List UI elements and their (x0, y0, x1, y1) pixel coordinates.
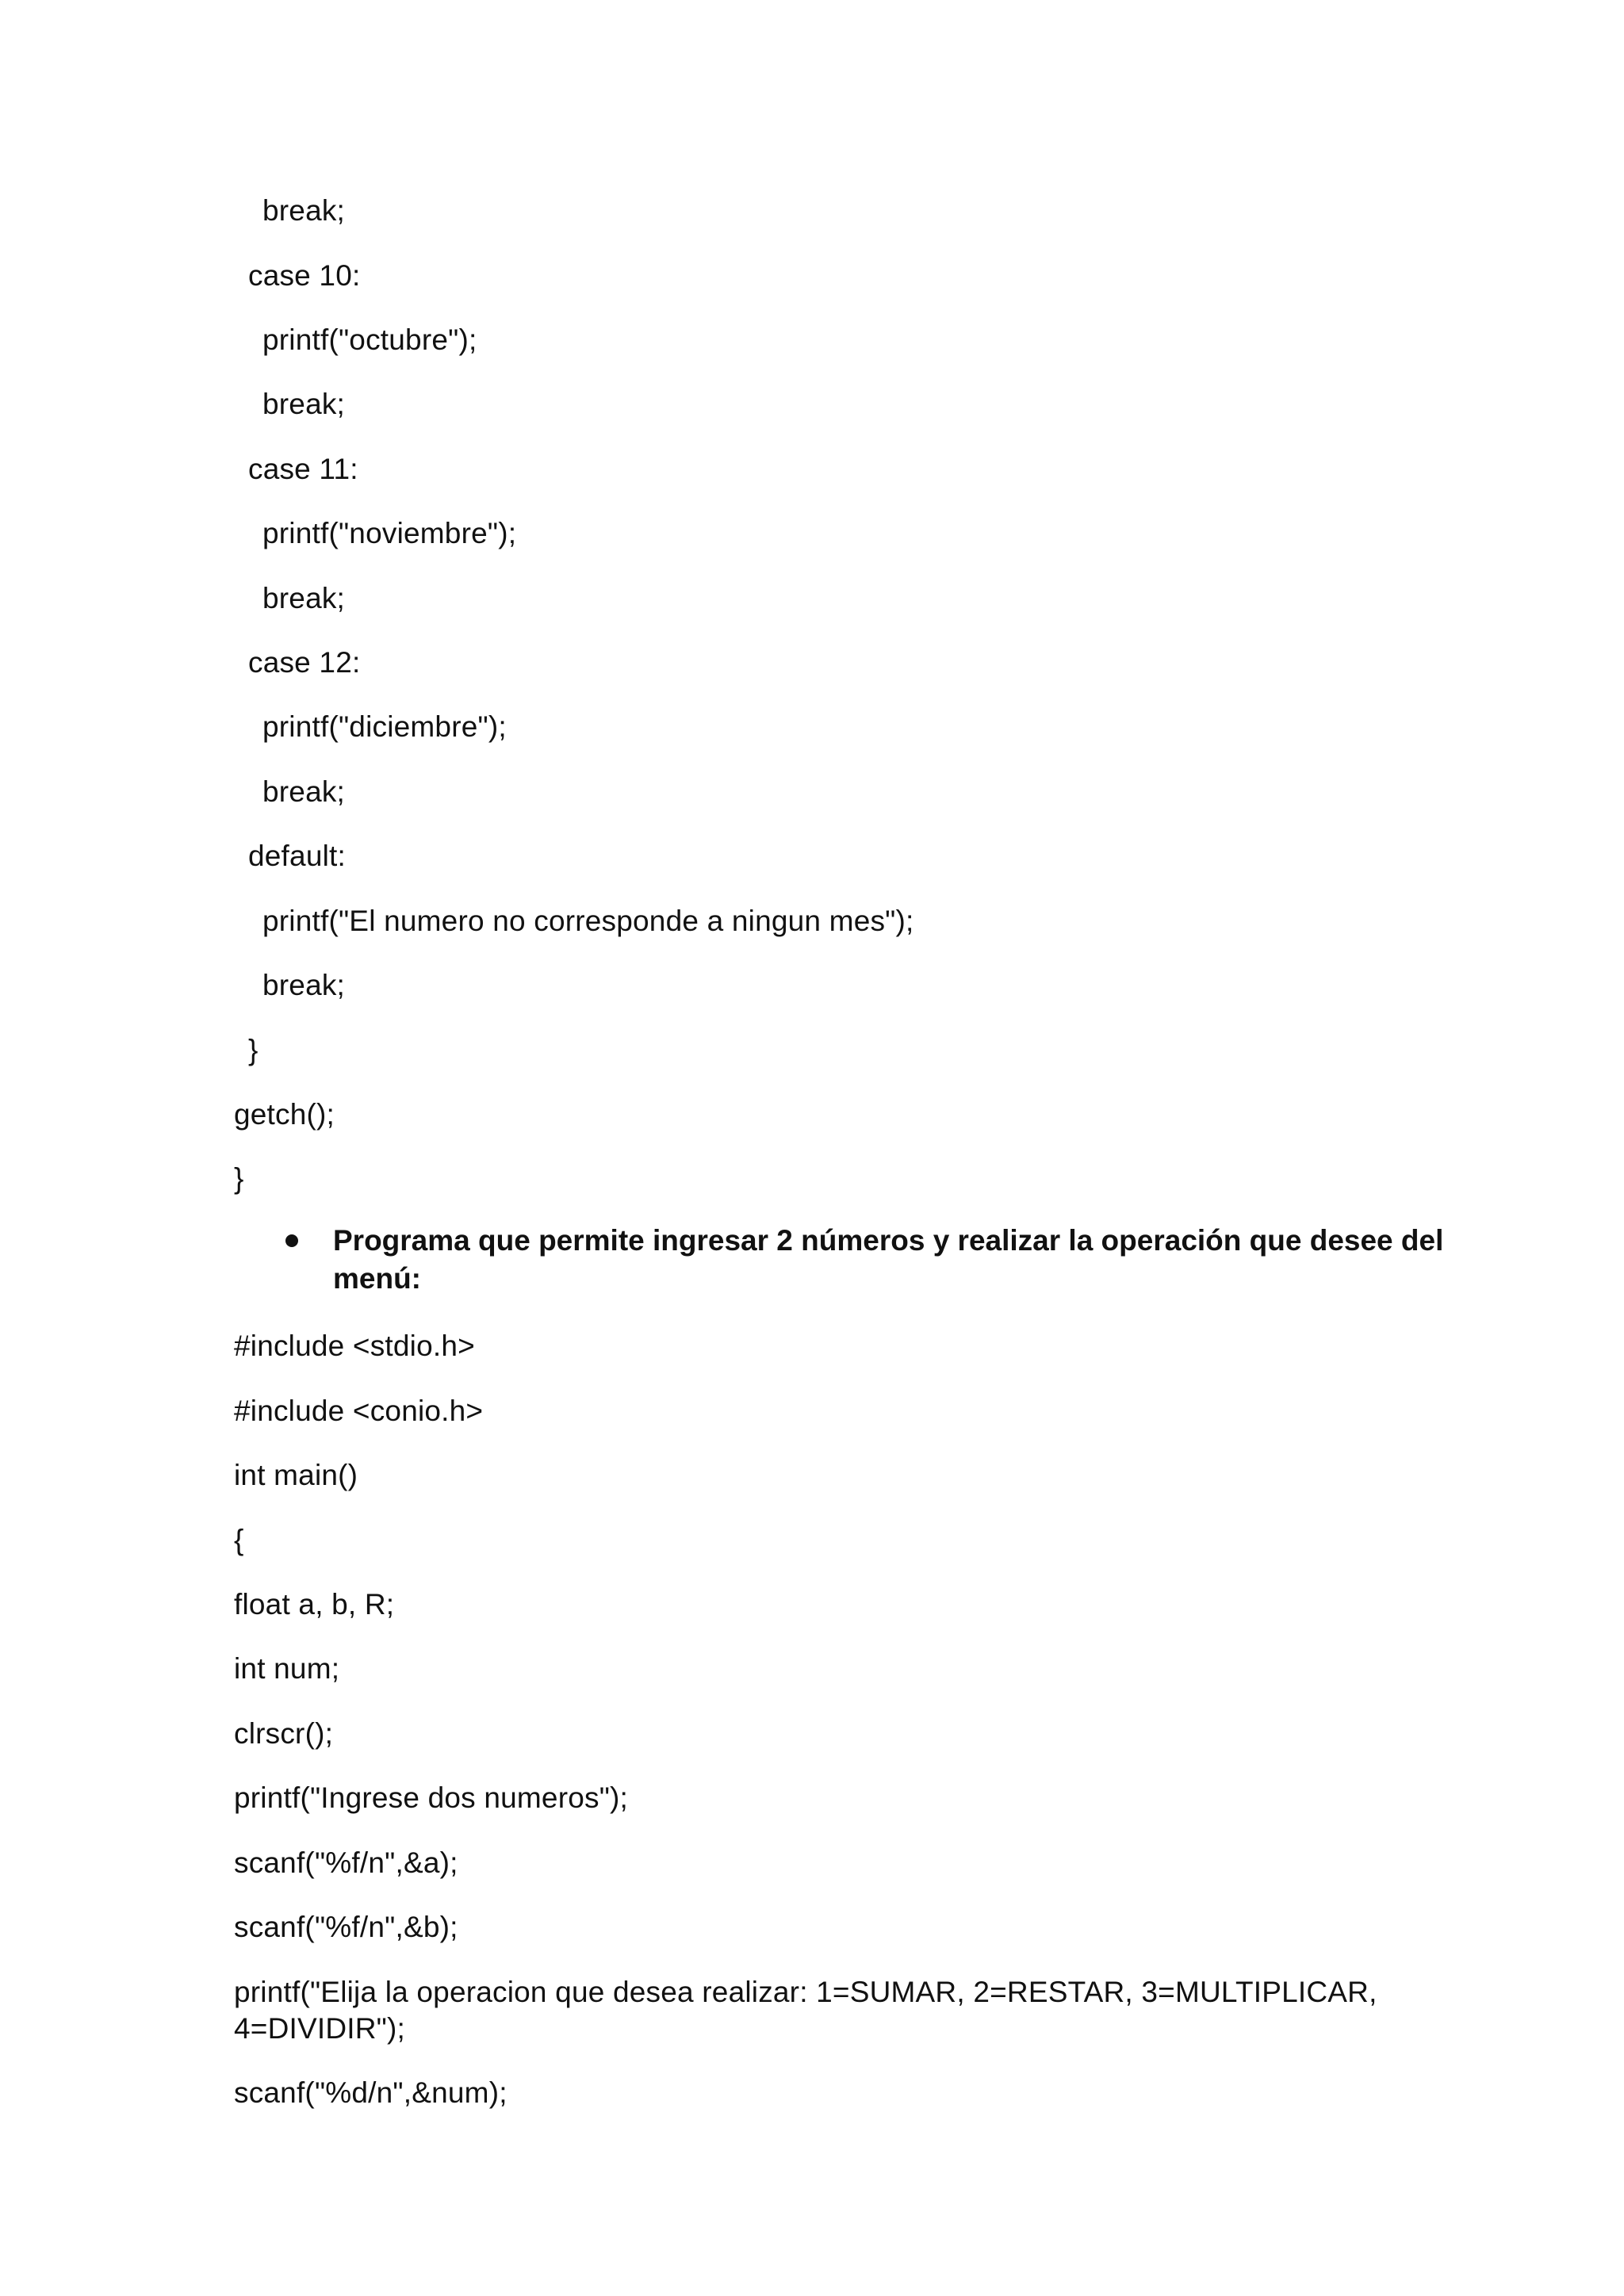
code-line: case 12: (248, 646, 361, 679)
code-line: #include <stdio.h> (234, 1330, 475, 1362)
code-line: printf("noviembre"); (262, 517, 517, 549)
heading-line: menú: (333, 1262, 421, 1295)
code-line: printf("Ingrese dos numeros"); (234, 1781, 629, 1814)
code-line: case 11: (248, 453, 358, 485)
code-line: scanf("%f/n",&b); (234, 1911, 458, 1943)
code-line: scanf("%d/n",&num); (234, 2076, 508, 2109)
code-line: 4=DIVIDIR"); (234, 2012, 405, 2045)
code-line: break; (262, 969, 346, 1001)
code-line: int main() (234, 1459, 358, 1491)
code-line: { (234, 1524, 244, 1556)
code-line: break; (262, 582, 346, 614)
code-line: int num; (234, 1652, 340, 1685)
code-line: printf("El numero no corresponde a ningun mes"); (262, 905, 914, 937)
code-line: default: (248, 840, 346, 872)
heading-line: Programa que permite ingresar 2 números y realizar la operación que desee del (333, 1224, 1444, 1257)
code-line: #include <conio.h> (234, 1395, 484, 1427)
code-line: break; (262, 388, 346, 420)
code-line: printf("diciembre"); (262, 710, 507, 743)
code-line: case 10: (248, 259, 361, 292)
code-line: getch(); (234, 1098, 335, 1131)
code-line: } (248, 1034, 259, 1066)
bullet-icon (285, 1234, 298, 1247)
code-line: printf("octubre"); (262, 323, 477, 356)
code-line: scanf("%f/n",&a); (234, 1846, 458, 1879)
code-line: float a, b, R; (234, 1588, 395, 1621)
code-line: } (234, 1162, 244, 1195)
code-line: clrscr(); (234, 1717, 334, 1750)
code-line: break; (262, 194, 346, 227)
code-line: printf("Elija la operacion que desea realizar: 1=SUMAR, 2=RESTAR, 3=MULTIPLICAR, (234, 1976, 1377, 2008)
code-line: break; (262, 775, 346, 808)
